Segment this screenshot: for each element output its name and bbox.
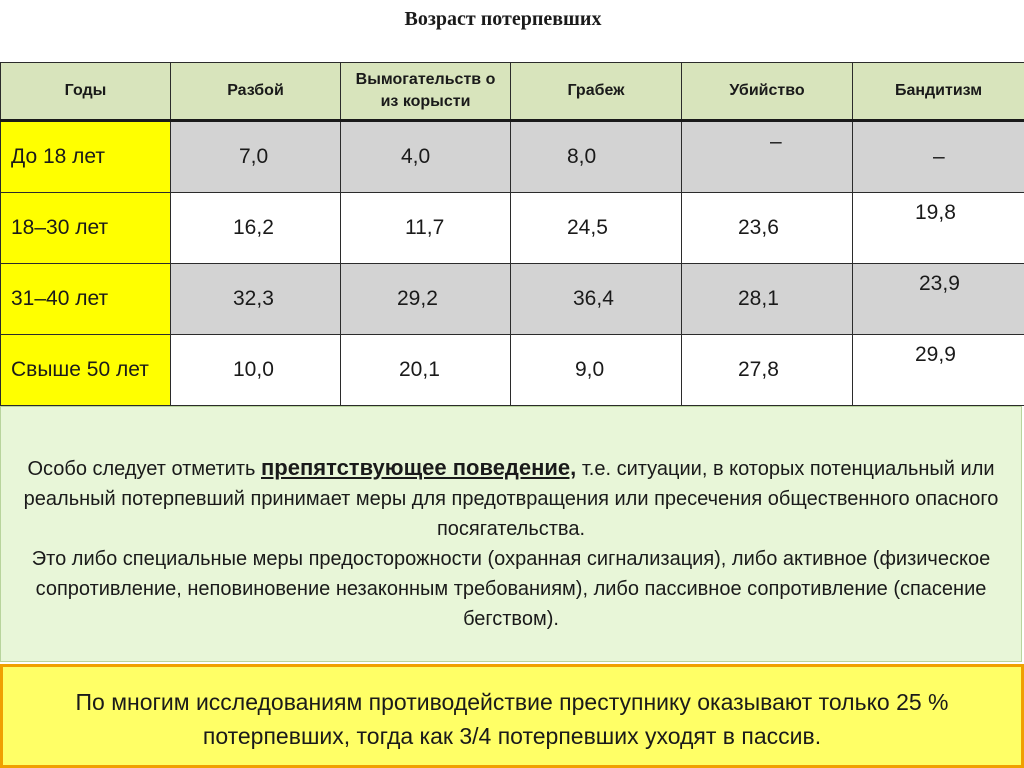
table-row xyxy=(1,335,1024,406)
table-cell: 23,9 xyxy=(853,264,1024,335)
row-label: До 18 лет xyxy=(1,121,171,193)
row-label: Свыше 50 лет xyxy=(1,335,171,406)
table-row xyxy=(1,193,1024,264)
header-robbery: Разбой xyxy=(171,63,341,121)
table-cell: 11,7 xyxy=(341,193,511,264)
table-cell: – xyxy=(682,121,853,193)
header-years: Годы xyxy=(1,63,171,121)
table-row xyxy=(1,121,1024,193)
note-emphasis: препятствующее поведение, xyxy=(261,455,577,480)
table-cell: – xyxy=(853,121,1024,193)
victim-age-table xyxy=(0,62,1024,406)
table-cell: 9,0 xyxy=(511,335,682,406)
table-cell: 10,0 xyxy=(171,335,341,406)
table-cell: 28,1 xyxy=(682,264,853,335)
note-text: т.е. ситуации, в которых потенциальный или реальный потерпевший принимает меры для предотвращения или пресечения общественного опасного посягательства. xyxy=(23,458,999,540)
header-grabezh: Грабеж xyxy=(511,63,682,121)
conclusion-box xyxy=(0,664,1024,768)
table-header-row xyxy=(1,63,1024,121)
table-cell: 29,9 xyxy=(853,335,1024,406)
row-label: 31–40 лет xyxy=(1,264,171,335)
table-cell: 16,2 xyxy=(171,193,341,264)
header-extortion: Вымогательств о из корысти xyxy=(341,63,511,121)
conclusion-text: По многим исследованиям противодействие преступнику оказывают только 25 % потерпевших, тогда как 3/4 потерпевших уходят в пассив. xyxy=(75,689,949,749)
table-cell: 36,4 xyxy=(511,264,682,335)
note-paragraph xyxy=(17,453,1005,634)
table-cell: 7,0 xyxy=(171,121,341,193)
table-cell: 29,2 xyxy=(341,264,511,335)
row-label: 18–30 лет xyxy=(1,193,171,264)
table-cell: 4,0 xyxy=(341,121,511,193)
header-banditry: Бандитизм xyxy=(853,63,1024,121)
note-text-2: Это либо специальные меры предосторожности (охранная сигнализация), либо активное (физическое сопротивление, неповиновение незаконным требованиям), либо пассивное сопротивление (спасение бегством). xyxy=(31,548,991,630)
header-murder: Убийство xyxy=(682,63,853,121)
note-panel xyxy=(0,406,1022,662)
table-cell: 20,1 xyxy=(341,335,511,406)
table-cell: 23,6 xyxy=(682,193,853,264)
table-cell: 8,0 xyxy=(511,121,682,193)
table-cell: 19,8 xyxy=(853,193,1024,264)
table-cell: 24,5 xyxy=(511,193,682,264)
table-row xyxy=(1,264,1024,335)
page-title: Возраст потерпевших xyxy=(404,8,602,30)
table-cell: 27,8 xyxy=(682,335,853,406)
table-cell: 32,3 xyxy=(171,264,341,335)
note-intro: Особо следует отметить xyxy=(27,458,261,480)
